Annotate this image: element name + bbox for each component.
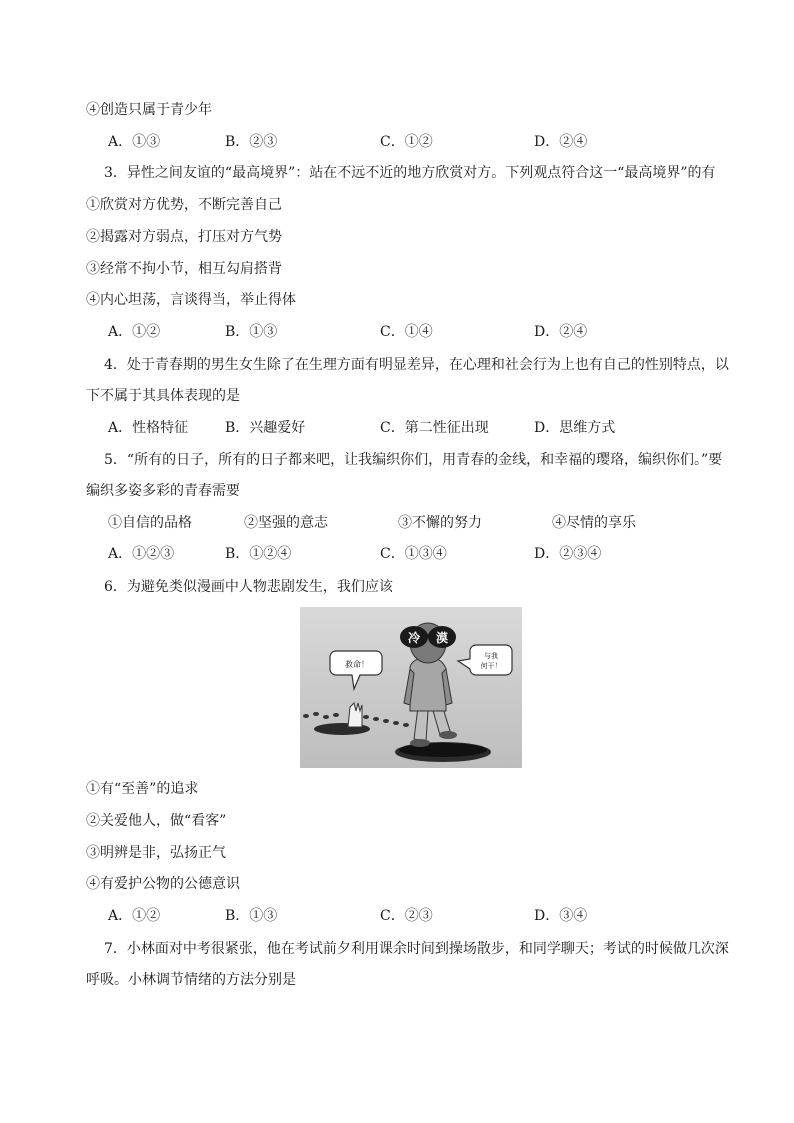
q6-option-b: B．①③ bbox=[225, 908, 278, 924]
q5-statement-3: ③不懈的努力 bbox=[398, 515, 482, 531]
cartoon-illustration bbox=[300, 607, 522, 768]
q6-statement-3: ③明辨是非，弘扬正气 bbox=[86, 845, 226, 861]
q3-stem: 3．异性之间友谊的“最高境界”：站在不远不近的地方欣赏对方。下列观点符合这一“最高境界”的有 bbox=[104, 165, 716, 181]
q2-option-b: B．②③ bbox=[225, 134, 278, 150]
q5-statement-4: ④尽情的享乐 bbox=[552, 515, 636, 531]
bubble-right-text-1: 与我 bbox=[484, 652, 498, 660]
q3-option-d: D．②④ bbox=[534, 324, 588, 340]
q2-option-a: A．①③ bbox=[108, 134, 161, 150]
q3-option-c: C．①④ bbox=[380, 324, 433, 340]
q5-statement-2: ②坚强的意志 bbox=[244, 515, 328, 531]
glasses-text-right: 漠 bbox=[435, 631, 449, 645]
q4-option-d: D．思维方式 bbox=[534, 420, 616, 436]
q5-option-b: B．①②④ bbox=[225, 546, 292, 562]
q4-option-b: B．兴趣爱好 bbox=[225, 420, 306, 436]
q2-option-c: C．①② bbox=[380, 134, 433, 150]
q6-stem: 6．为避免类似漫画中人物悲剧发生，我们应该 bbox=[104, 579, 393, 595]
q5-option-a: A．①②③ bbox=[108, 546, 175, 562]
q7-stem-line-1: 7．小林面对中考很紧张，他在考试前夕利用课余时间到操场散步，和同学聊天；考试的时候做几次深 bbox=[104, 941, 729, 957]
q6-option-a: A．①② bbox=[108, 908, 161, 924]
q3-statement-1: ①欣赏对方优势，不断完善自己 bbox=[86, 197, 282, 213]
q6-option-d: D．③④ bbox=[534, 908, 588, 924]
q5-option-d: D．②③④ bbox=[534, 546, 602, 562]
q3-option-a: A．①② bbox=[108, 324, 161, 340]
glasses-text-left: 冷 bbox=[407, 631, 421, 645]
q5-stem-line-2: 编织多姿多彩的青春需要 bbox=[86, 483, 240, 499]
q4-stem-line-2: 下不属于其具体表现的是 bbox=[86, 388, 240, 404]
q3-statement-4: ④内心坦荡，言谈得当，举止得体 bbox=[86, 292, 296, 308]
q4-option-c: C．第二性征出现 bbox=[380, 420, 489, 436]
q6-statement-1: ①有“至善”的追求 bbox=[86, 781, 199, 797]
q5-stem-line-1: 5．“所有的日子，所有的日子都来吧，让我编织你们，用青春的金线，和幸福的璎珞，编织你们。”要 bbox=[104, 452, 723, 468]
q5-statement-1: ①自信的品格 bbox=[108, 515, 192, 531]
q2-statement-4: ④创造只属于青少年 bbox=[86, 102, 212, 118]
q3-option-b: B．①③ bbox=[225, 324, 278, 340]
bubble-left-text: 救命！ bbox=[345, 660, 369, 669]
q6-option-c: C．②③ bbox=[380, 908, 433, 924]
q6-statement-2: ②关爱他人，做“看客” bbox=[86, 813, 227, 829]
q3-statement-3: ③经常不拘小节，相互勾肩搭背 bbox=[86, 261, 282, 277]
q4-stem-line-1: 4．处于青春期的男生女生除了在生理方面有明显差异，在心理和社会行为上也有自己的性别特点，以 bbox=[104, 357, 729, 373]
q3-statement-2: ②揭露对方弱点，打压对方气势 bbox=[86, 229, 282, 245]
q5-option-c: C．①③④ bbox=[380, 546, 447, 562]
q7-stem-line-2: 呼吸。小林调节情绪的方法分别是 bbox=[86, 972, 296, 988]
bubble-right-text-2: 何干！ bbox=[480, 662, 502, 670]
q6-statement-4: ④有爱护公物的公德意识 bbox=[86, 876, 240, 892]
q4-option-a: A．性格特征 bbox=[108, 420, 189, 436]
q2-option-d: D．②④ bbox=[534, 134, 588, 150]
